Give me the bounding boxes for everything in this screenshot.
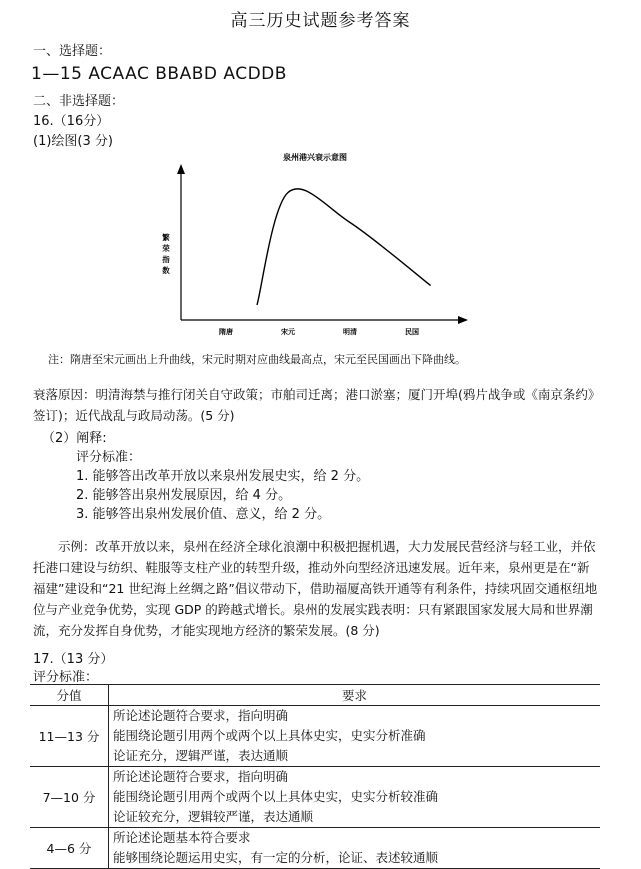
table-row bbox=[30, 767, 600, 828]
x-tick-label: 明清 bbox=[343, 328, 357, 336]
table-header-row bbox=[30, 685, 600, 706]
table-row bbox=[30, 828, 600, 869]
requirement-line: 所论述论题符合要求，指向明确 bbox=[113, 769, 289, 784]
decline-reasons: 衰落原因：明清海禁与推行闭关自守政策；市舶司迁离；港口淤塞；厦门开埠(鸦片战争或《南京条约》签订)；近代战乱与政局动荡。(5 分) bbox=[33, 387, 595, 423]
x-tick-label: 宋元 bbox=[281, 328, 295, 336]
requirement-line: 论证较充分，逻辑较严谨，表达通顺 bbox=[113, 809, 314, 824]
x-tick-labels bbox=[219, 327, 419, 336]
table-row bbox=[30, 706, 600, 767]
criteria-item-3: 3. 能够答出泉州发展价值、意义，给 2 分。 bbox=[76, 507, 331, 522]
x-tick-label: 民国 bbox=[405, 328, 419, 336]
q17-criteria-title: 评分标准： bbox=[33, 670, 99, 685]
example-answer: 示例：改革开放以来，泉州在经济全球化浪潮中积极把握机遇，大力发展民营经济与轻工业，并依托港口建设与纺织、鞋服等支柱产业的转型升级，推动外向型经济迅速发展。近年来，泉州更是在“新福建”建设和“21 世纪海上丝绸之路”倡议带动下，借助福厦高铁开通等有利条件，持续巩固交通枢纽地位与产业竞争优势，实现 GDP 的跨越式增长。泉州的发展实践表明：只有紧跟国家发展大局和世界潮流，充分发挥自身优势，才能实现地方经济的繁荣发展。(8 分) bbox=[33, 539, 598, 638]
requirement-line: 所论述论题符合要求，指向明确 bbox=[113, 708, 289, 723]
rise-fall-chart bbox=[150, 148, 480, 348]
series-line bbox=[257, 189, 431, 305]
x-axis-arrow bbox=[458, 316, 468, 324]
criteria-item-1: 1. 能够答出改革开放以来泉州发展史实，给 2 分。 bbox=[76, 469, 370, 484]
requirement-line: 论证充分，逻辑严谨，表达通顺 bbox=[113, 748, 289, 763]
x-tick-label: 隋唐 bbox=[219, 328, 233, 336]
criteria-title: 评分标准： bbox=[76, 450, 142, 465]
q16-sub2: （2）阐释: bbox=[42, 431, 107, 446]
chart-note: 注：隋唐至宋元画出上升曲线，宋元时期对应曲线最高点，宋元至民国画出下降曲线。 bbox=[48, 353, 466, 366]
requirement-line: 能够围绕论题运用史实，有一定的分析，论证、表述较通顺 bbox=[113, 850, 439, 865]
chart-title: 泉州港兴衰示意图 bbox=[283, 153, 347, 162]
q16-sub1: (1)绘图(3 分) bbox=[33, 134, 113, 149]
y-axis-label bbox=[161, 232, 170, 275]
part2-heading: 二、非选择题： bbox=[33, 94, 125, 109]
choice-answers: 1—15 ACAAC BBABD ACDDB bbox=[31, 64, 287, 84]
q16-label: 16.（16分） bbox=[33, 114, 110, 129]
y-axis-label-text: 繁荣指数 bbox=[162, 233, 170, 275]
score-range: 11—13 分 bbox=[30, 706, 109, 767]
part1-heading: 一、选择题： bbox=[33, 44, 112, 59]
requirement-cell bbox=[109, 767, 601, 828]
chart-container bbox=[150, 148, 480, 348]
y-axis-arrow bbox=[177, 164, 185, 174]
scoring-table bbox=[30, 684, 600, 869]
score-range: 7—10 分 bbox=[30, 767, 109, 828]
table-header-score: 分值 bbox=[30, 685, 109, 706]
requirement-cell bbox=[109, 828, 601, 869]
criteria-item-2: 2. 能够答出泉州发展原因，给 4 分。 bbox=[76, 488, 292, 503]
q17-label: 17.（13 分） bbox=[33, 652, 114, 667]
page-title: 高三历史试题参考答案 bbox=[230, 11, 411, 31]
requirement-line: 能围绕论题引用两个或两个以上具体史实，史实分析准确 bbox=[113, 728, 426, 743]
score-range: 4—6 分 bbox=[30, 828, 109, 869]
requirement-line: 能围绕论题引用两个或两个以上具体史实，史实分析较准确 bbox=[113, 789, 439, 804]
table-header-requirement: 要求 bbox=[109, 685, 601, 706]
requirement-line: 所论述论题基本符合要求 bbox=[113, 830, 251, 845]
requirement-cell bbox=[109, 706, 601, 767]
